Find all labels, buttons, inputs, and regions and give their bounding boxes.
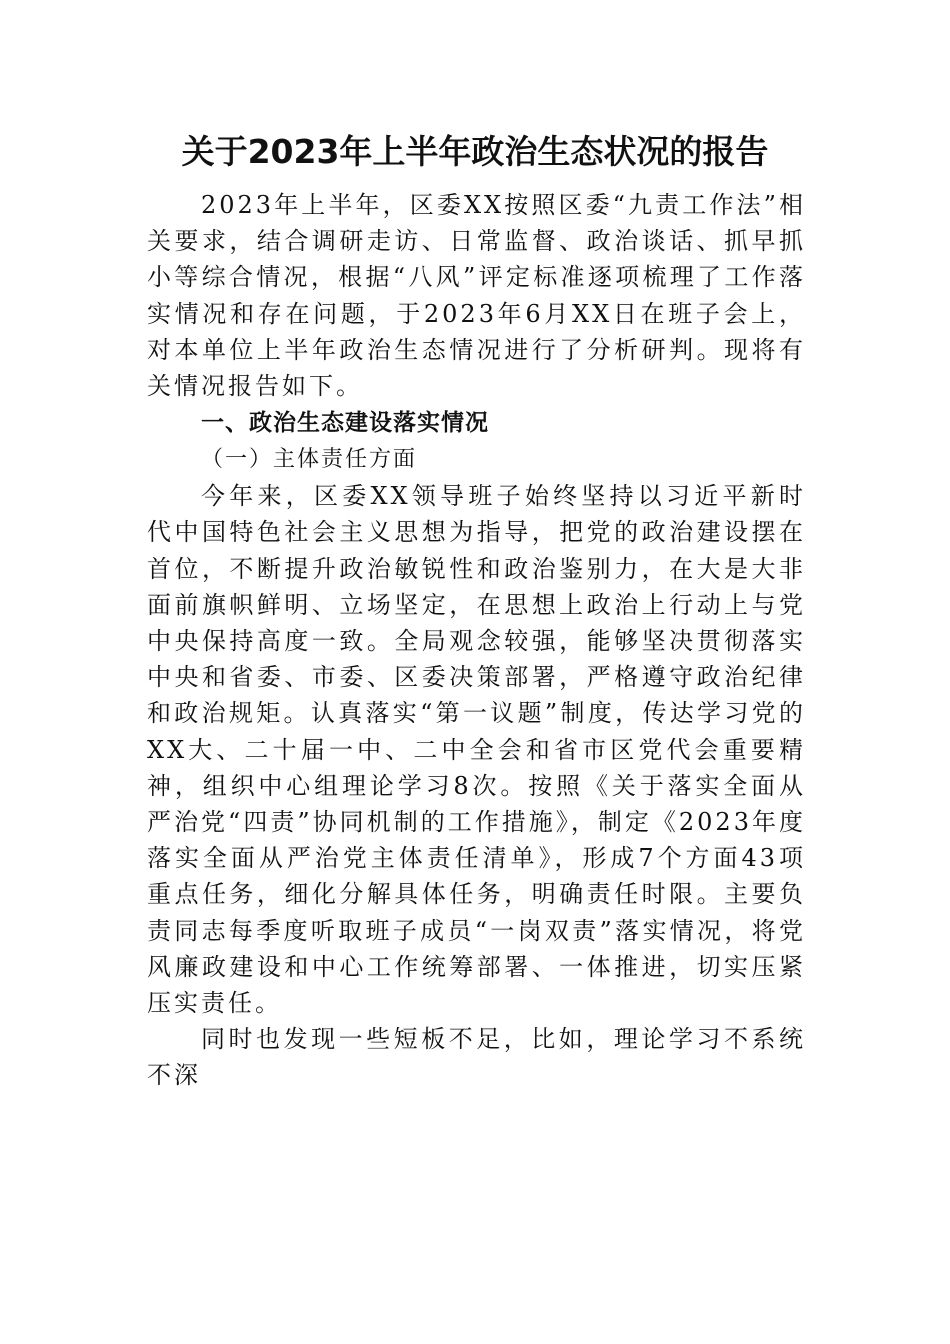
subsection-heading: （一）主体责任方面 — [201, 447, 418, 473]
body-paragraph: 今年来，区委XX领导班子始终坚持以习近平新时代中国特色社会主义思想为指导，把党的政治建设摆在首位，不断提升政治敏锐性和政治鉴别力，在大是大非面前旗帜鲜明、立场坚定，在思想上政治上行动上与党中央保持高度一致。全局观念较强，能够坚决贯彻落实中央和省委、市委、区委决策部署，严格遵守政治纪律和政治规矩。认真落实“第一议题”制度，传达学习党的XX大、二十届一中、二中全会和省市区党代会重要精神，组织中心组理论学习8次。按照《关于落实全面从严治党“四责”协同机制的工作措施》，制定《2023年度落实全面从严治党主体责任清单》，形成7个方面43项重点任务，细化分解具体任务，明确责任时限。主要负责同志每季度听取班子成员“一岗双责”落实情况，将党风廉政建设和中心工作统筹部署、一体推进，切实压紧压实责任。 — [147, 482, 806, 1018]
section-heading: 一、政治生态建设落实情况 — [201, 410, 489, 437]
document-body — [147, 187, 806, 1094]
body-paragraph: 同时也发现一些短板不足，比如，理论学习不系统不深 — [147, 1025, 806, 1090]
document-title: 关于2023年上半年政治生态状况的报告 — [181, 132, 769, 171]
intro-paragraph: 2023年上半年，区委XX按照区委“九责工作法”相关要求，结合调研走访、日常监督、政治谈话、抓早抓小等综合情况，根据“八风”评定标准逐项梳理了工作落实情况和存在问题，于2023年6月XX日在班子会上，对本单位上半年政治生态情况进行了分析研判。现将有关情况报告如下。 — [147, 191, 806, 401]
